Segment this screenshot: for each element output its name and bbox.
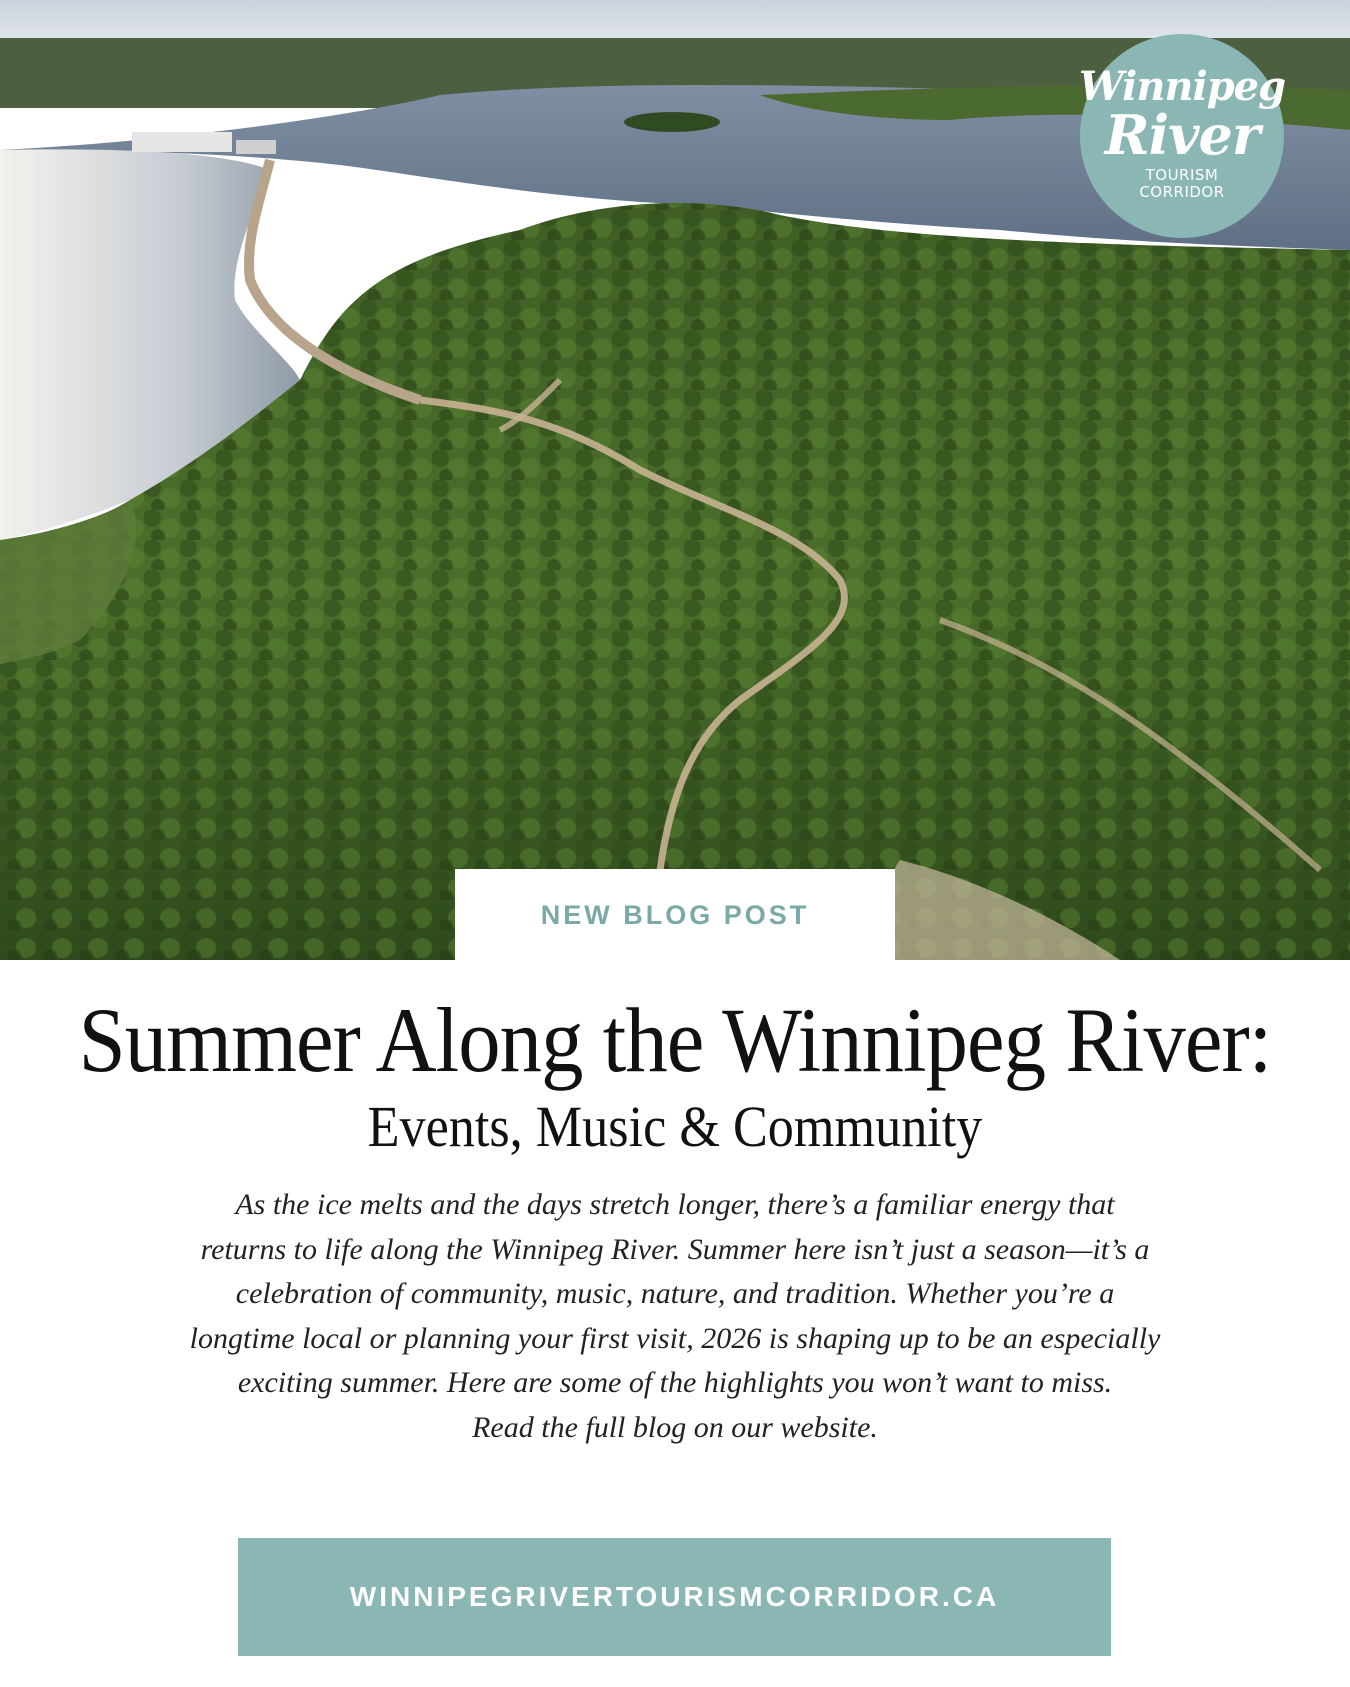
article-title: Summer Along the Winnipeg River:	[78, 989, 1272, 1091]
new-blog-post-label: NEW BLOG POST	[540, 899, 810, 930]
logo-text-river: River	[1104, 103, 1260, 167]
logo-text-corridor: CORRIDOR	[1139, 183, 1225, 201]
article-body	[160, 1183, 1190, 1450]
body-line: Read the full blog on our website.	[472, 1410, 878, 1444]
body-line: longtime local or planning your first visit, 2026 is shaping up to be an especially	[189, 1321, 1161, 1355]
website-link-button[interactable]	[238, 1538, 1111, 1656]
website-link-label: WINNIPEGRIVERTOURISMCORRIDOR.CA	[349, 1581, 1000, 1612]
article-subtitle: Events, Music & Community	[367, 1094, 983, 1159]
body-line: celebration of community, music, nature, and tradition. Whether you’re a	[235, 1277, 1115, 1310]
brand-logo-badge	[1080, 34, 1284, 238]
body-line: As the ice melts and the days stretch longer, there’s a familiar energy that	[235, 1188, 1115, 1221]
body-line: exciting summer. Here are some of the highlights you won’t want to miss.	[237, 1366, 1113, 1399]
new-blog-post-tab	[455, 869, 895, 961]
logo-text-winnipeg: Winnipeg	[1078, 63, 1286, 110]
logo-text-tourism: TOURISM	[1145, 166, 1219, 184]
body-line: returns to life along the Winnipeg River. Summer here isn’t just a season—it’s a	[200, 1232, 1150, 1266]
